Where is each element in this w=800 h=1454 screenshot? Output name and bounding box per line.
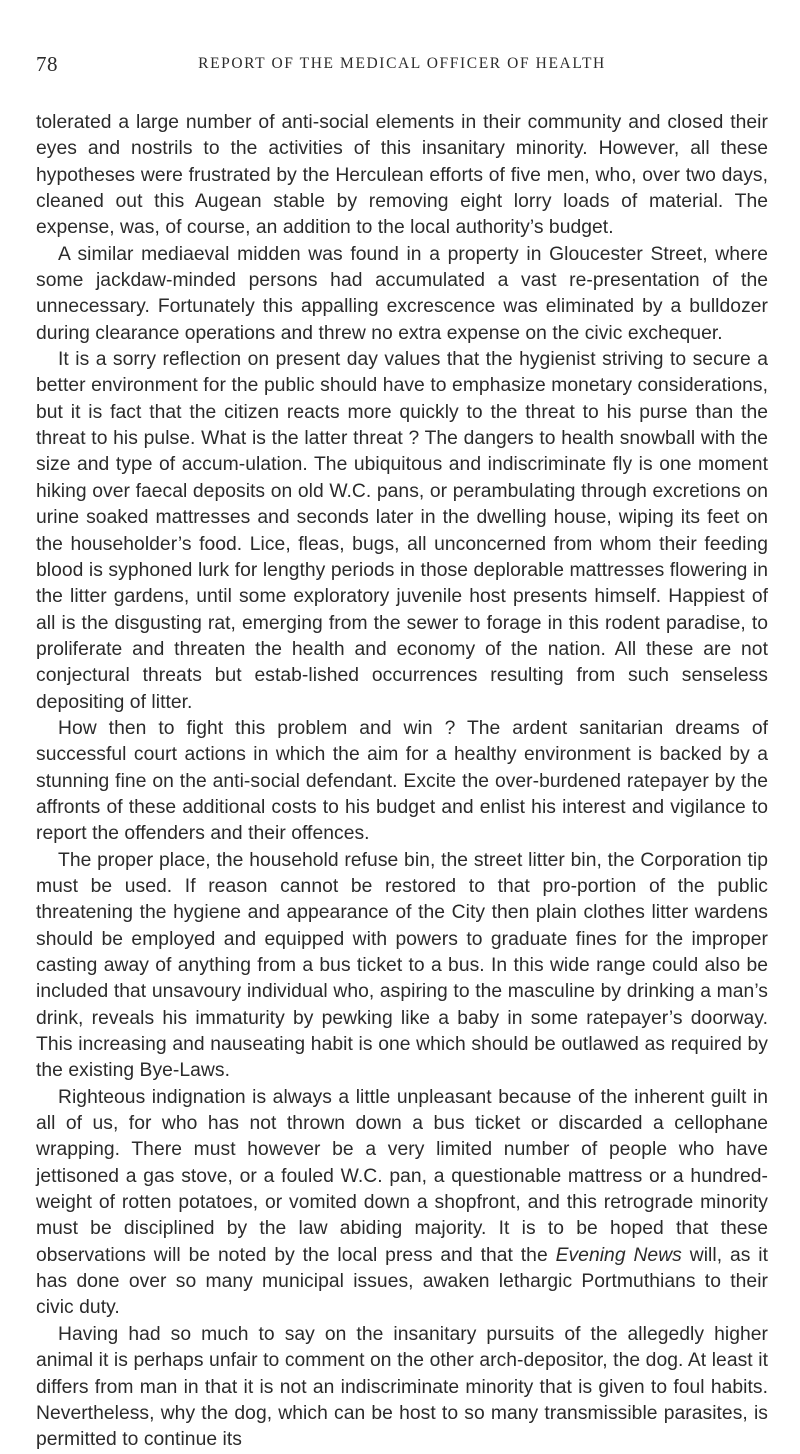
body-text — [36, 110, 768, 1454]
paragraph-litter-wardens: The proper place, the household refuse bin, the street litter bin, the Corporation tip must be used. If reason cannot be restored to that pro-portion of the public threatening the hygiene and appearance of the City then plain clothes litter wardens should be employed and equipped with powers to graduate fines for the improper casting away of anything from a bus ticket to a bus. In this wide range could also be included that unsavoury individual who, aspiring to the masculine by drinking a man’s drink, reveals his immaturity by pewking like a baby in some ratepayer’s doorway. This increasing and nauseating habit is one which should be outlawed as required by the existing Bye-Laws. — [36, 849, 768, 1082]
paragraph-health-dangers: It is a sorry reflection on present day values that the hygienist striving to secure a better environment for the public should have to emphasize monetary considerations, but it is fact that the citizen reacts more quickly to the threat to his purse than the threat to his pulse. What is the latter threat ? The dangers to health snowball with the size and type of accum-ulation. The ubiquitous and indiscriminate fly is one moment hiking over faecal deposits on old W.C. pans, or perambulating through excretions on urine soaked mattresses and seconds later in the dwelling house, wiping its feet on the householder’s food. Lice, fleas, bugs, all unconcerned from whom their feeding blood is syphoned lurk for lengthy periods in those deplorable mattresses flowering in the litter gardens, until some exploratory juvenile host presents himself. Happiest of all is the disgusting rat, emerging from the sewer to forage in this rodent paradise, to proliferate and threaten the health and economy of the nation. All these are not conjectural threats but estab-lished occurrences resulting from such senseless depositing of litter. — [36, 349, 768, 713]
paragraph-fight-problem: How then to fight this problem and win ? The ardent sanitarian dreams of successful court actions in which the aim for a healthy environment is backed by a stunning fine on the anti-social defendant. Excite the over-burdened ratepayer by the affronts of these additional costs to his budget and enlist his interest and vigilance to report the offenders and their offences. — [36, 717, 768, 845]
page-number: 78 — [36, 52, 58, 76]
running-header — [36, 52, 768, 82]
paragraph-text-before: Righteous indignation is always a little unpleasant because of the inherent guilt in all of us, for who has not thrown down a bus ticket or discarded a cellophane wrapping. There must however be a very limited number of people who have jettisoned a gas stove, or a fouled W.C. pan, a questionable mattress or a hundred-weight of rotten potatoes, or vomited down a shopfront, and this retrograde minority must be disciplined by the law abiding majority. It is to be hoped that these observations will be noted by the local press and that the — [36, 1086, 768, 1266]
paragraph-the-dog: Having had so much to say on the insanitary pursuits of the allegedly higher animal it is perhaps unfair to comment on the other arch-depositor, the dog. At least it differs from man in that it is not an indiscriminate minority that is given to foul habits. Nevertheless, why the dog, which can be host to so many transmissible parasites, is permitted to continue its — [36, 1323, 768, 1451]
header-title: REPORT OF THE MEDICAL OFFICER OF HEALTH — [198, 55, 606, 72]
document-page — [36, 52, 768, 1454]
newspaper-title: Evening News — [555, 1244, 682, 1266]
paragraph-continued: tolerated a large number of anti-social elements in their community and closed their eyes and nostrils to the activities of this insanitary minority. However, all these hypotheses were frustrated by the Herculean efforts of five men, who, over two days, cleaned out this Augean stable by removing eight lorry loads of material. The expense, was, of course, an addition to the local authority’s budget. — [36, 112, 768, 239]
paragraph-righteous-indignation — [36, 1085, 768, 1322]
paragraph-text-after: will, as it has done over so many municipal issues, awaken lethargic Portmuthians to their civic duty. — [36, 1244, 768, 1319]
paragraph-gloucester-street: A similar mediaeval midden was found in a property in Gloucester Street, where some jackdaw-minded persons had accumulated a vast re-presentation of the unnecessary. Fortunately this appalling excrescence was eliminated by a bulldozer during clearance operations and threw no extra expense on the civic exchequer. — [36, 243, 768, 344]
